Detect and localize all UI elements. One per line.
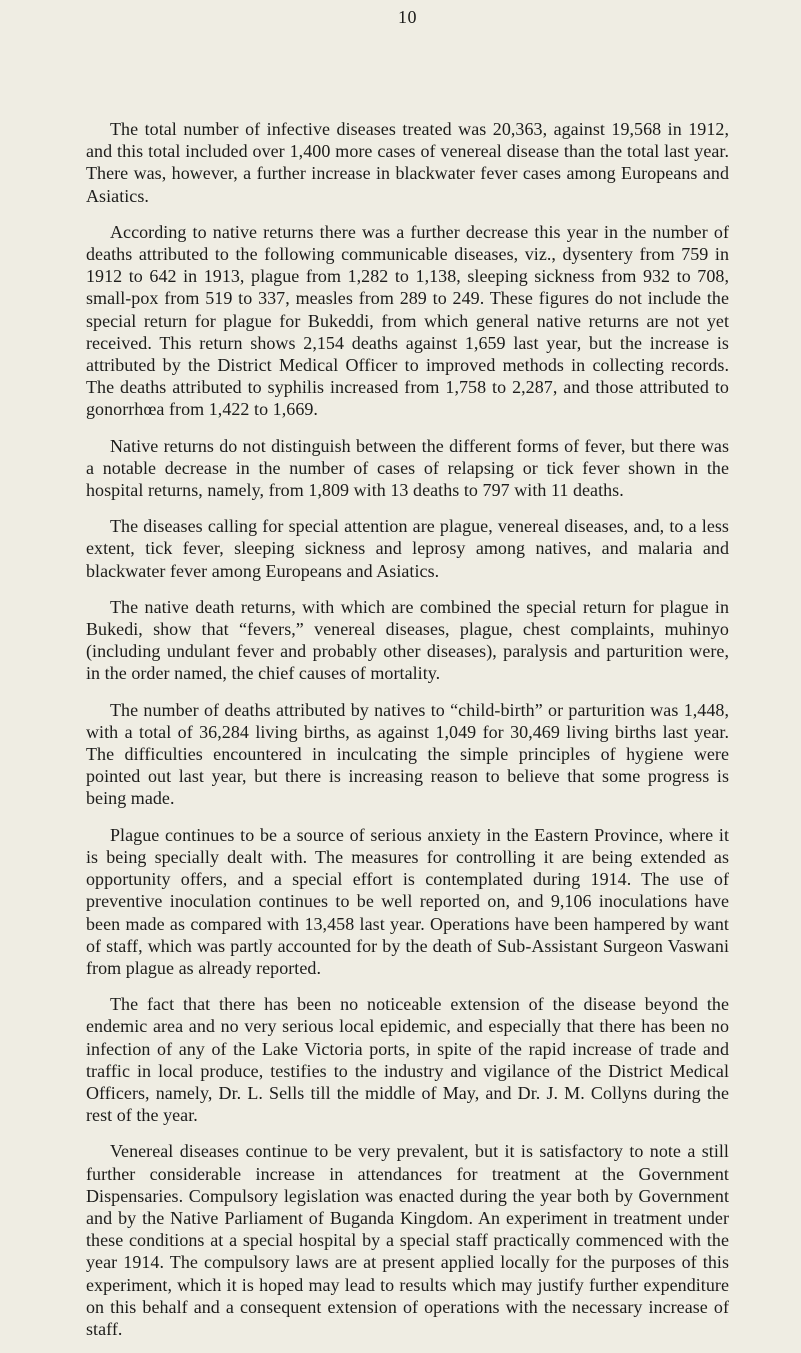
paragraph-plague: Plague continues to be a source of serious anxiety in the Eastern Province, where it is being specially dealt with. The measures for controlling it are being extended as opportunity offers, and a special effort is contemplated during 1914. The use of preventive inoculation continues to be well reported on, and 9,106 inoculations have been made as compared with 13,458 last year. Operations have been hampered by want of staff, which was partly accounted for by the death of Sub-Assistant Surgeon Vaswani from plague as already reported. <box>86 824 729 978</box>
body-text <box>86 118 729 1340</box>
paragraph-native-returns: According to native returns there was a further decrease this year in the number of deaths attributed to the following communicable diseases, viz., dysentery from 759 in 1912 to 642 in 1913, plague from 1,282 to 1,138, sleeping sickness from 932 to 708, small-pox from 519 to 337, measles from 289 to 249. These figures do not include the special return for plague for Bukeddi, from which general native returns are not yet received. This return shows 2,154 deaths against 1,659 last year, but the increase is attributed by the District Medical Officer to improved methods in collecting records. The deaths attributed to syphilis increased from 1,758 to 2,287, and those attributed to gonorrhœa from 1,422 to 1,669. <box>86 221 729 420</box>
page-number: 10 <box>398 7 417 27</box>
paragraph-disease-extension: The fact that there has been no noticeable extension of the disease beyond the endemic area and no very serious local epidemic, and especially that there has been no infection of any of the Lake Victoria ports, in spite of the rapid increase of trade and traffic in local produce, testifies to the industry and vigilance of the District Medical Officers, namely, Dr. L. Sells till the middle of May, and Dr. J. M. Collyns during the rest of the year. <box>86 994 729 1126</box>
paragraph-venereal-diseases: Venereal diseases continue to be very prevalent, but it is satisfactory to note a still further considerable increase in attendances for treatment at the Government Dispensaries. Compulsory legislation was enacted during the year both by Government and by the Native Parliament of Buganda Kingdom. An experiment in treatment under these conditions at a special hospital by a special staff practically commenced with the year 1914. The compulsory laws are at present applied locally for the purposes of this experiment, which it is hoped may lead to results which may justify further expenditure on this behalf and a consequent extension of operations with the necessary increase of staff. <box>86 1141 729 1339</box>
paragraph-child-birth: The number of deaths attributed by natives to “child-birth” or parturition was 1,448, with a total of 36,284 living births, as against 1,049 for 30,469 living births last year. The difficulties encountered in inculcating the simple principles of hygiene were pointed out last year, but there is increasing reason to believe that some progress is being made. <box>86 699 729 809</box>
paragraph-special-attention: The diseases calling for special attention are plague, venereal diseases, and, to a less extent, tick fever, sleeping sickness and leprosy among natives, and malaria and blackwater fever among Europeans and Asiatics. <box>86 516 729 581</box>
paragraph-fever-forms: Native returns do not distinguish between the different forms of fever, but there was a notable decrease in the number of cases of relapsing or tick fever shown in the hospital returns, namely, from 1,809 with 13 deaths to 797 with 11 deaths. <box>86 435 729 501</box>
paragraph-causes-of-mortality: The native death returns, with which are combined the special return for plague in Bukedi, show that “fevers,” venereal diseases, plague, chest complaints, muhinyo (including undulant fever and probably other diseases), paralysis and parturition were, in the order named, the chief causes of mortality. <box>86 596 729 684</box>
paragraph-infective-diseases: The total number of infective diseases treated was 20,363, against 19,568 in 1912, and this total included over 1,400 more cases of venereal disease than the total last year. There was, however, a further increase in blackwater fever cases among Europeans and Asiatics. <box>86 119 729 206</box>
